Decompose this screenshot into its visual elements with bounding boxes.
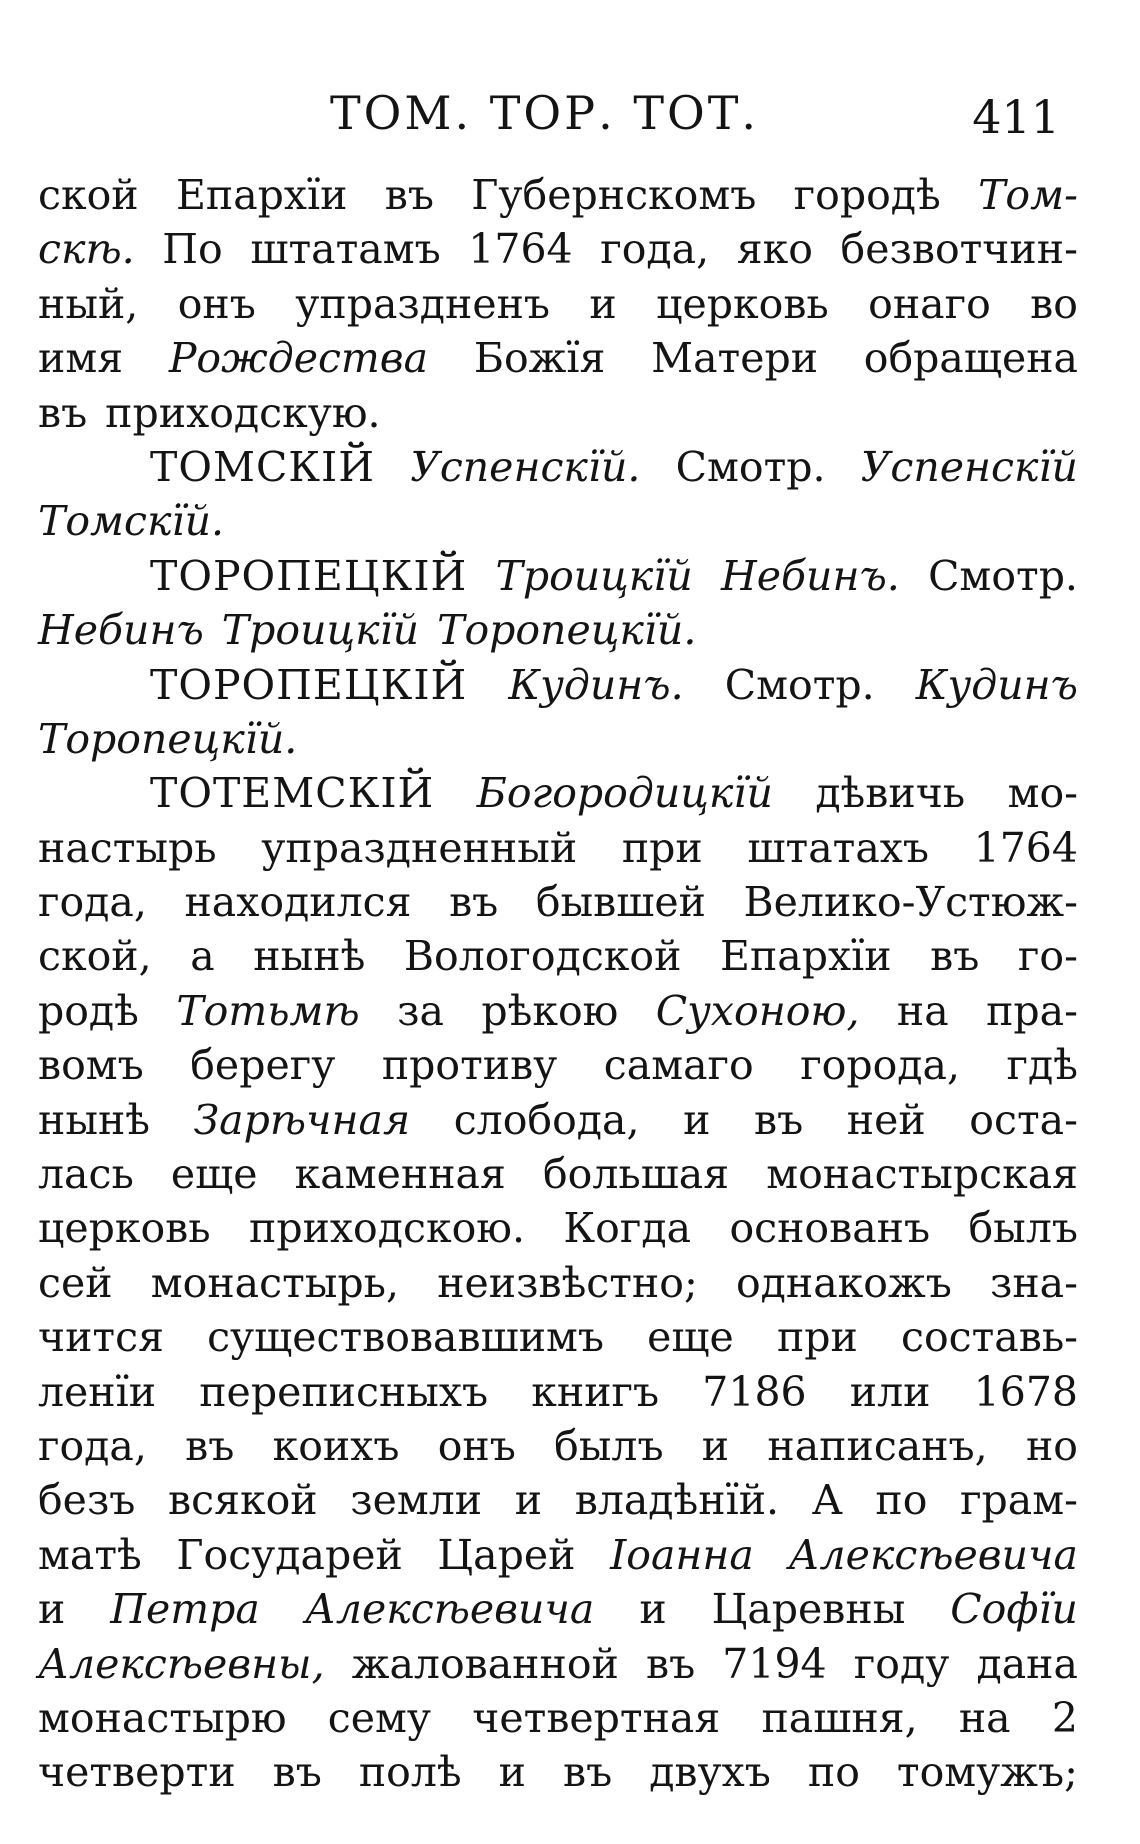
text-line [38,331,1078,385]
text-line [38,1093,1078,1147]
word: ленїи [38,1367,157,1416]
text-line [38,549,1078,603]
italic-word: Тотьмѣ [176,986,360,1035]
word: Царей [437,1530,576,1579]
word: при [621,823,703,872]
word: приходскою. [249,1204,525,1253]
italic-word: Кудинъ [915,660,1078,709]
italic-word: Небинъ. [721,551,900,600]
word: находился [184,878,412,927]
italic-word: Богородицкїй [476,769,773,818]
word: года, [38,878,147,927]
text-line [38,875,1078,929]
word: или [849,1367,931,1416]
word: при [776,1313,858,1362]
italic-word: Софїи [950,1585,1078,1634]
text-line [38,386,1078,440]
word: а [190,932,215,981]
word: земли [350,1476,483,1525]
word: въ [384,171,434,219]
word: обращена [863,334,1078,383]
text-line [38,1147,1078,1201]
word: за [397,986,444,1035]
word: двухъ [649,1748,771,1797]
word: но [1025,1421,1078,1470]
text-line [38,603,1078,657]
word: Епархїи [720,932,892,981]
word: берегу [190,1041,336,1090]
italic-word: Алексѣевича [304,1585,595,1634]
word: рѣкою [481,986,619,1035]
word: былъ [968,1204,1078,1253]
entry-heading: ТОРОПЕЦКІЙ [150,660,468,709]
italic-word: Торопецкїй. [437,606,697,655]
italic-word: Петра [110,1585,260,1634]
word: составь- [901,1313,1078,1362]
word: 1764 [973,823,1078,872]
word: Государей [176,1530,403,1579]
page-number: 411 [972,90,1060,144]
word: и [701,1421,730,1470]
italic-word: Кудинъ. [508,660,684,709]
text-line [38,1691,1078,1745]
word: ской [38,171,139,219]
italic-word: Троицкїй [221,606,420,655]
word: въ [449,878,499,927]
word: чится [38,1313,164,1362]
word: каменная [294,1150,506,1199]
word: городѣ [793,171,941,219]
word: 2 [1051,1693,1078,1742]
word: на [958,1693,1011,1742]
italic-word: Троицкїй [495,551,693,600]
italic-word: Успенскїй. [410,442,641,491]
word: полѣ [358,1748,462,1797]
word: большая [542,1150,730,1199]
word: родѣ [38,986,139,1035]
word: 7194 [722,1639,827,1688]
word: въ [185,1421,235,1470]
word: на [896,986,949,1035]
word: имя [38,334,124,383]
text-line [38,1473,1078,1527]
word: пра- [986,986,1078,1035]
word: противу [381,1041,558,1090]
word: Вологодской [403,932,682,981]
italic-word: Небинъ [38,606,204,655]
page-header [0,78,1140,148]
word: церковь [656,279,829,328]
word: го- [1017,932,1078,981]
word: Матери [651,334,819,383]
word: настырь [38,823,217,872]
word: штатамъ [250,225,441,274]
word: книгъ [531,1367,660,1416]
word: и [639,1585,667,1634]
text-line [38,1419,1078,1473]
word: пашня, [761,1693,918,1742]
italic-word: скѣ. [38,225,135,274]
word: въ [754,1095,804,1144]
word: и [514,1476,543,1525]
italic-word: Успенскїй [860,442,1078,491]
word: дана [976,1639,1078,1688]
italic-word: Томскїй. [38,497,225,546]
word: самаго [603,1041,754,1090]
running-head: ТОМ. ТОР. ТОТ. [330,86,760,140]
word: въ [930,932,980,981]
text-line [38,1528,1078,1582]
word: сей [38,1258,113,1307]
word: безъ [38,1476,136,1525]
word: дѣвичь [815,769,966,818]
word: еще [647,1313,734,1362]
word: упраздненъ [295,279,550,328]
word: Епархїи [175,171,348,219]
word: и [498,1748,526,1797]
word: въ [645,1639,696,1688]
text-line [38,440,1078,494]
word: Царевны [711,1585,906,1634]
text-line [38,494,1078,548]
word: 1764 [468,225,573,274]
word: четверти [38,1748,236,1797]
word: томужъ; [896,1748,1078,1797]
word: Велико-Устюж- [743,878,1078,927]
text-line [38,658,1078,712]
word: Губернскомъ [471,171,757,219]
text-line [38,1745,1078,1799]
word: слобода, [453,1095,640,1144]
word: въ [563,1748,613,1797]
word: владѣнїй. [574,1476,780,1525]
word: яко [736,225,813,274]
text-line [38,222,1078,276]
word: года, [600,225,710,274]
word: и [38,1585,66,1634]
word: мо- [1007,769,1078,818]
word: Смотр. [724,660,875,709]
word: А [811,1476,843,1525]
word: по [807,1748,860,1797]
word: Божїя [473,334,606,383]
word: и [683,1095,711,1144]
word: вомъ [38,1041,144,1090]
word: основанъ [729,1204,931,1253]
word: монастырь, [150,1258,399,1307]
text-line [38,984,1078,1038]
word: онъ [437,1421,516,1470]
word: всякой [168,1476,318,1525]
entry-heading: ТОРОПЕЦКІЙ [150,551,468,600]
italic-word: Алексѣевича [788,1530,1078,1579]
text-line [38,277,1078,331]
word: Когда [563,1204,692,1253]
word: въ [272,1748,322,1797]
italic-word: Зарѣчная [193,1095,411,1144]
text-line [38,821,1078,875]
word: сему [327,1693,432,1742]
word: ный, [38,279,139,328]
italic-word: Рождества [168,334,429,383]
text-line [38,1201,1078,1255]
word: коихъ [272,1421,400,1470]
word: Смотр. [675,442,826,491]
word: оста- [969,1095,1078,1144]
text-line [38,168,1078,222]
text-line [38,1582,1078,1636]
text-line [38,766,1078,820]
word: лась [38,1150,134,1199]
word: упраздненный [261,823,578,872]
word: нынѣ [253,932,366,981]
word: онаго [868,279,991,328]
entry-heading: ТОТЕМСКІЙ [150,769,435,818]
entry-heading: ТОМСКІЙ [150,442,375,491]
italic-word: Сухоною, [655,986,860,1035]
word: нынѣ [38,1095,151,1144]
word: монастырская [766,1150,1078,1199]
italic-word: Алексѣевны, [38,1639,325,1688]
word: года, [38,1421,147,1470]
word: ней [846,1095,926,1144]
word: четвертная [472,1693,721,1742]
word: грам- [960,1476,1078,1525]
word: матѣ [38,1530,142,1579]
text-line [38,1637,1078,1691]
word: переписныхъ [199,1367,489,1416]
word: монастырю [38,1693,287,1742]
text-line [38,712,1078,766]
word: По [162,225,223,274]
text-line [38,1256,1078,1310]
word: гдѣ [1006,1041,1078,1090]
word: штатахъ [747,823,929,872]
word: во [1030,279,1078,328]
text-line [38,1310,1078,1364]
italic-word: Іоанна [610,1530,754,1579]
italic-word: Торопецкїй. [38,714,298,763]
word: церковь [38,1204,211,1253]
word: былъ [554,1421,664,1470]
word: приходскую. [105,388,381,437]
word: неизвѣстно; [437,1258,698,1307]
word: 7186 [702,1367,807,1416]
word: зна- [989,1258,1078,1307]
word: и [589,279,617,328]
text-line [38,1038,1078,1092]
word: безвотчин- [840,225,1078,274]
word: существовавшимъ [207,1313,605,1362]
text-line [38,929,1078,983]
body-text [38,168,1078,1800]
italic-word: Том- [978,171,1078,219]
word: по [875,1476,928,1525]
word: ской, [38,932,152,981]
word: жалованной [351,1639,619,1688]
word: города, [800,1041,961,1090]
word: написанъ, [767,1421,988,1470]
word: Смотр. [928,551,1078,600]
word: онъ [177,279,256,328]
word: 1678 [973,1367,1078,1416]
word: въ [38,388,88,437]
word: году [853,1639,950,1688]
word: бывшей [535,878,706,927]
text-line [38,1365,1078,1419]
word: однакожъ [735,1258,952,1307]
word: еще [170,1150,258,1199]
